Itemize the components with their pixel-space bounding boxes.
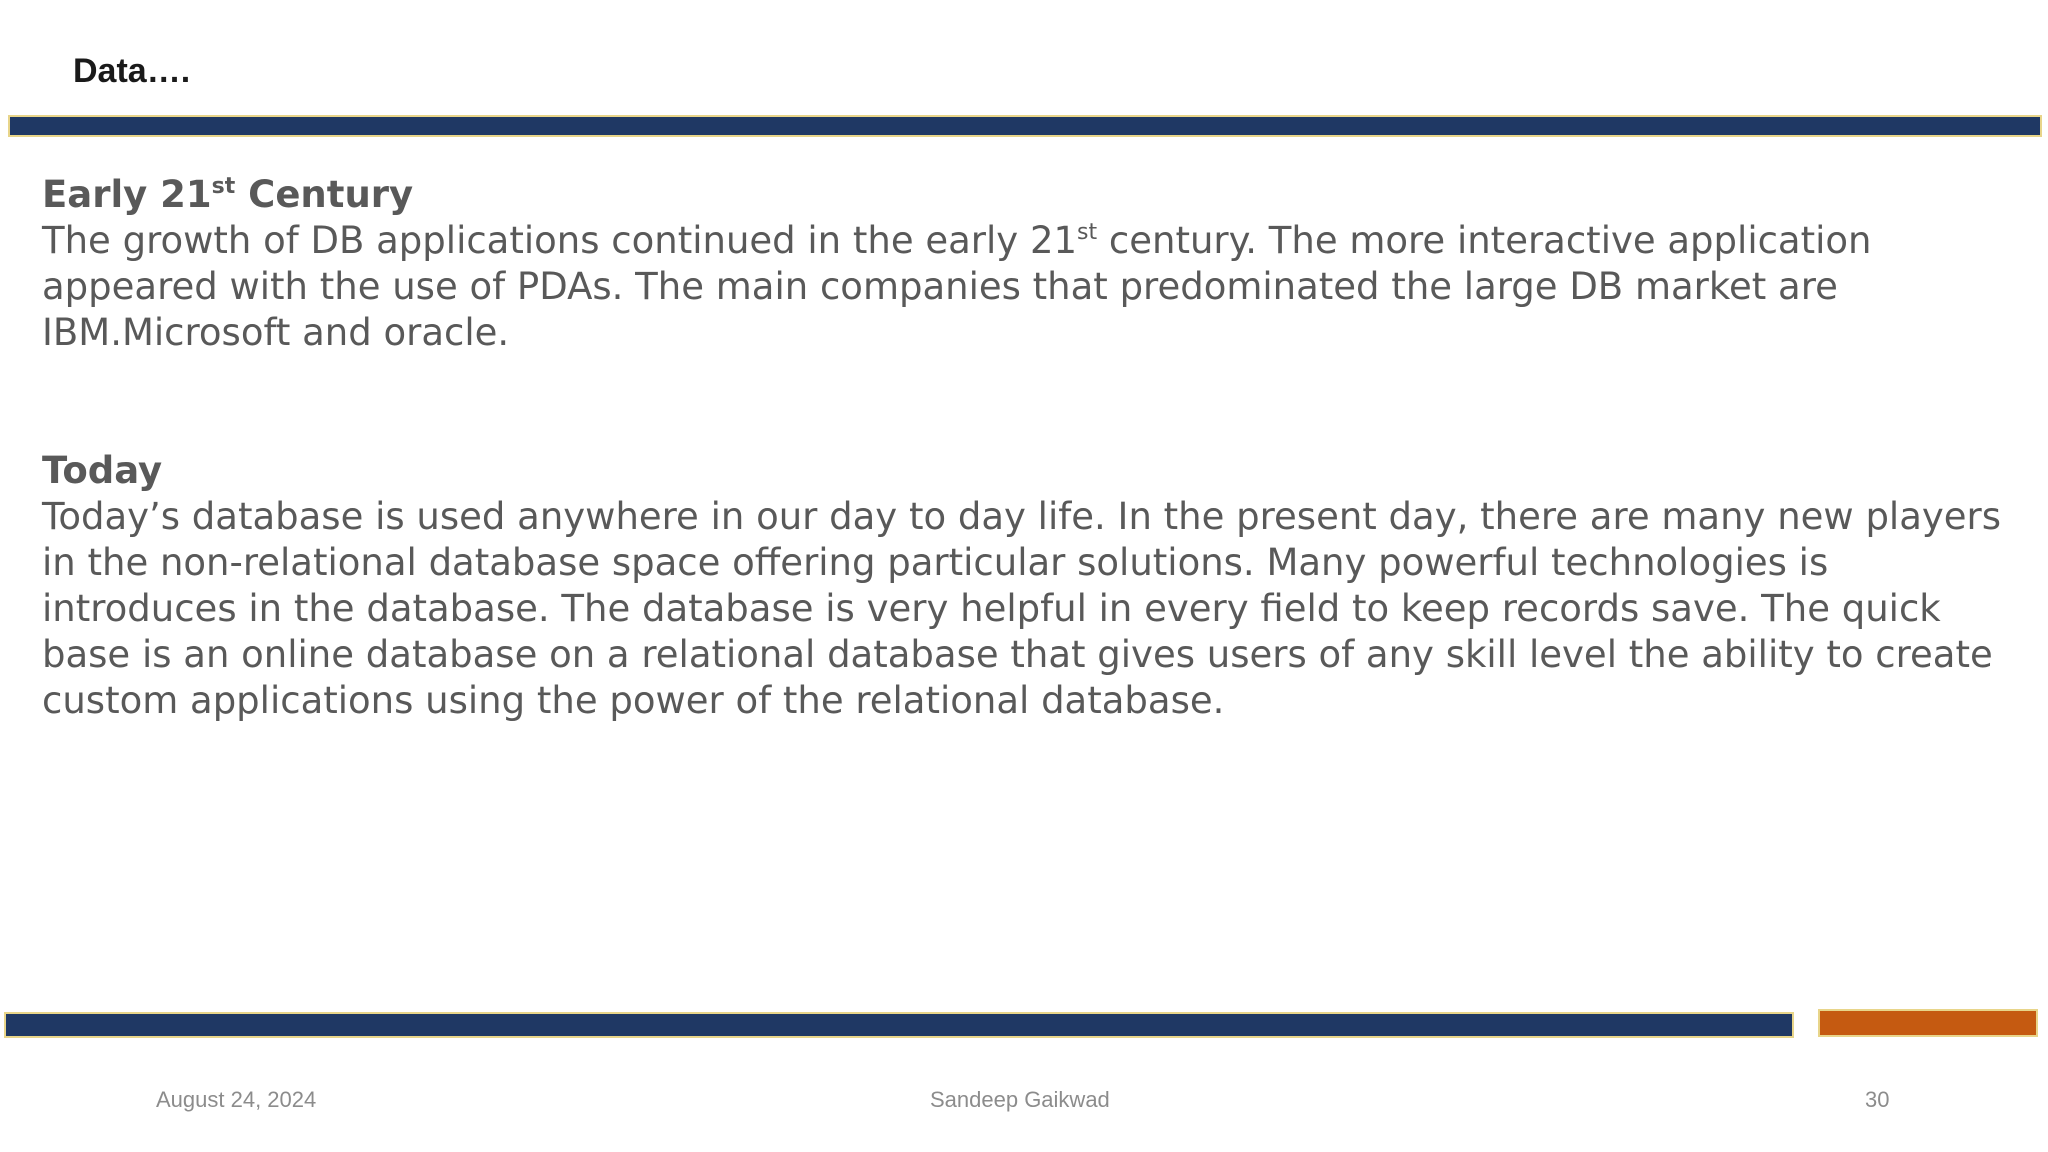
line-text-suffix: century. The more interactive application (1097, 219, 1872, 262)
line-superscript: st (1077, 220, 1098, 245)
paragraph-line: introduces in the database. The database is very helpful in every field to keep records save. The quick (42, 587, 1941, 630)
paragraph-line: IBM.Microsoft and oracle. (42, 311, 510, 354)
paragraph-line: base is an online database on a relational database that gives users of any skill level the ability to create (42, 633, 1993, 676)
bottom-orange-bar (1818, 1009, 2038, 1037)
paragraph-line: Today’s database is used anywhere in our day to day life. In the present day, there are many new players (42, 495, 2002, 538)
line-text: The growth of DB applications continued in the early 21 (42, 219, 1078, 262)
footer-page-number: 30 (1865, 1087, 1890, 1112)
paragraph-line: custom applications using the power of the relational database. (42, 679, 1225, 722)
section-heading-today: Today (42, 449, 163, 492)
paragraph-line: in the non-relational database space offering particular solutions. Many powerful technologies is (42, 541, 1829, 584)
section-heading-early-21st-century (42, 172, 2048, 218)
slide-title: Data…. (73, 52, 191, 90)
footer-date: August 24, 2024 (156, 1087, 317, 1112)
section-spacer (42, 356, 2048, 448)
paragraph-line (42, 218, 2048, 264)
top-divider-bar (8, 115, 2042, 137)
heading-text-suffix: Century (235, 173, 414, 216)
heading-superscript: st (211, 174, 236, 199)
bottom-navy-bar (4, 1012, 1794, 1038)
heading-text: Early 21 (42, 173, 212, 216)
slide-content (42, 172, 2048, 724)
paragraph-line: appeared with the use of PDAs. The main companies that predominated the large DB market are (42, 265, 1838, 308)
footer-author: Sandeep Gaikwad (930, 1087, 1110, 1112)
